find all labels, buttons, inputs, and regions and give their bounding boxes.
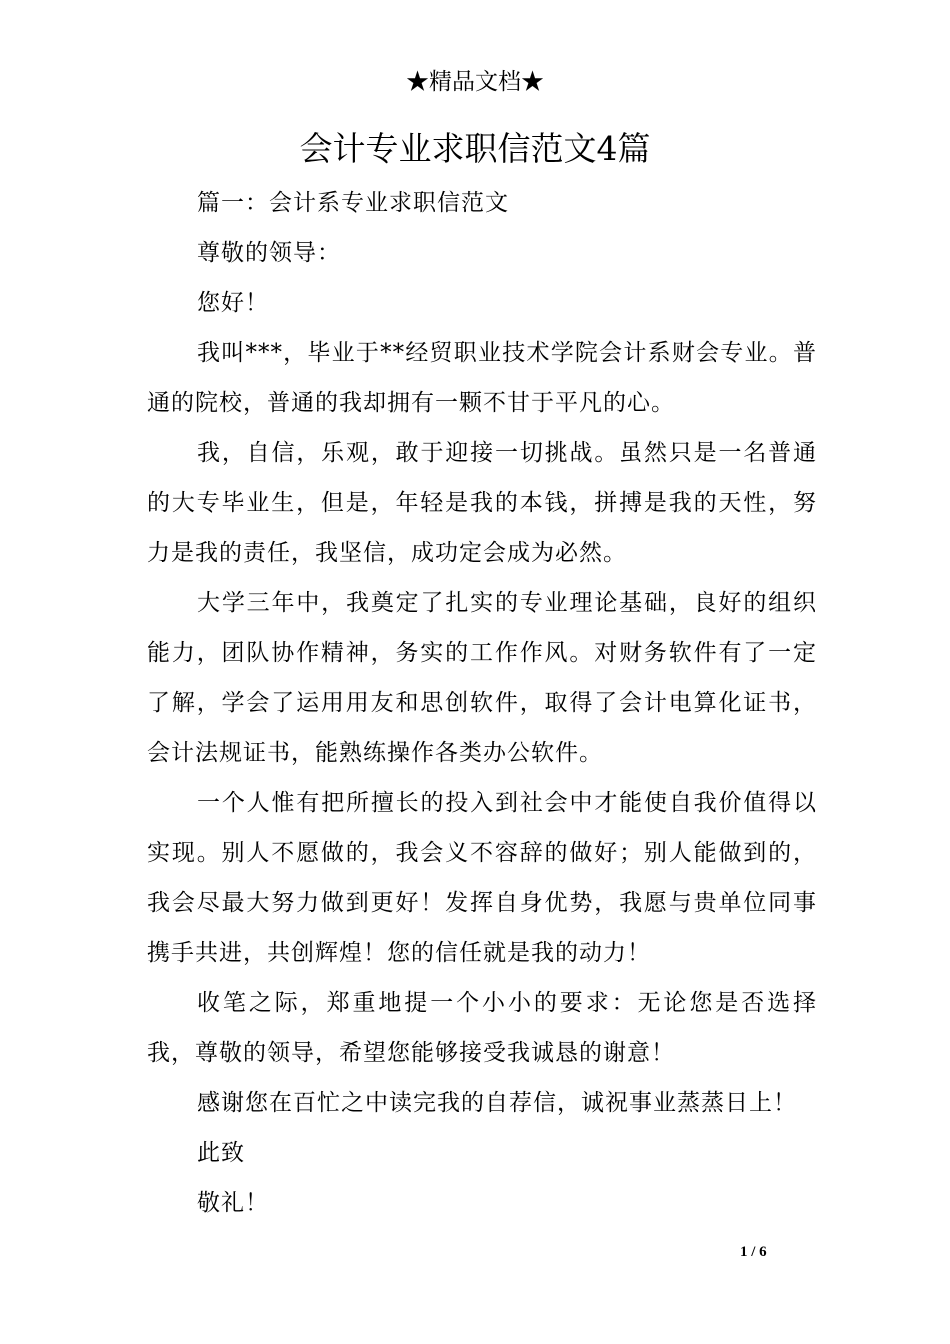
body-paragraph: 我，自信，乐观，敢于迎接一切挑战。虽然只是一名普通的大专毕业生，但是，年轻是我的本钱，拼搏是我的天性，努力是我的责任，我坚信，成功定会成为必然。 [147, 440, 817, 566]
closing-salute: 敬礼！ [197, 1190, 269, 1216]
body-paragraph: 收笔之际，郑重地提一个小小的要求：无论您是否选择我，尊敬的领导，希望您能够接受我诚恳的谢意！ [147, 990, 817, 1066]
document-body [147, 178, 817, 1228]
document-title: 会计专业求职信范文4篇 [299, 129, 651, 168]
body-paragraph: 大学三年中，我奠定了扎实的专业理论基础，良好的组织能力，团队协作精神，务实的工作作风。对财务软件有了一定了解，学会了运用用友和思创软件，取得了会计电算化证书，会计法规证书，能熟练操作各类办公软件。 [147, 590, 817, 766]
section-heading: 篇一：会计系专业求职信范文 [197, 190, 509, 216]
header-mark: ★精品文档★ [406, 69, 544, 95]
closing-line: 此致 [197, 1140, 245, 1166]
page-number: 1 / 6 [740, 1244, 767, 1260]
body-paragraph: 感谢您在百忙之中读完我的自荐信，诚祝事业蒸蒸日上！ [197, 1090, 797, 1116]
salutation: 尊敬的领导： [197, 240, 341, 266]
body-paragraph: 我叫***，毕业于**经贸职业技术学院会计系财会专业。普通的院校，普通的我却拥有一颗不甘于平凡的心。 [147, 340, 817, 416]
body-paragraph: 一个人惟有把所擅长的投入到社会中才能使自我价值得以实现。别人不愿做的，我会义不容辞的做好；别人能做到的，我会尽最大努力做到更好！发挥自身优势，我愿与贵单位同事携手共进，共创辉煌！您的信任就是我的动力！ [147, 790, 817, 966]
greeting: 您好！ [197, 290, 269, 316]
